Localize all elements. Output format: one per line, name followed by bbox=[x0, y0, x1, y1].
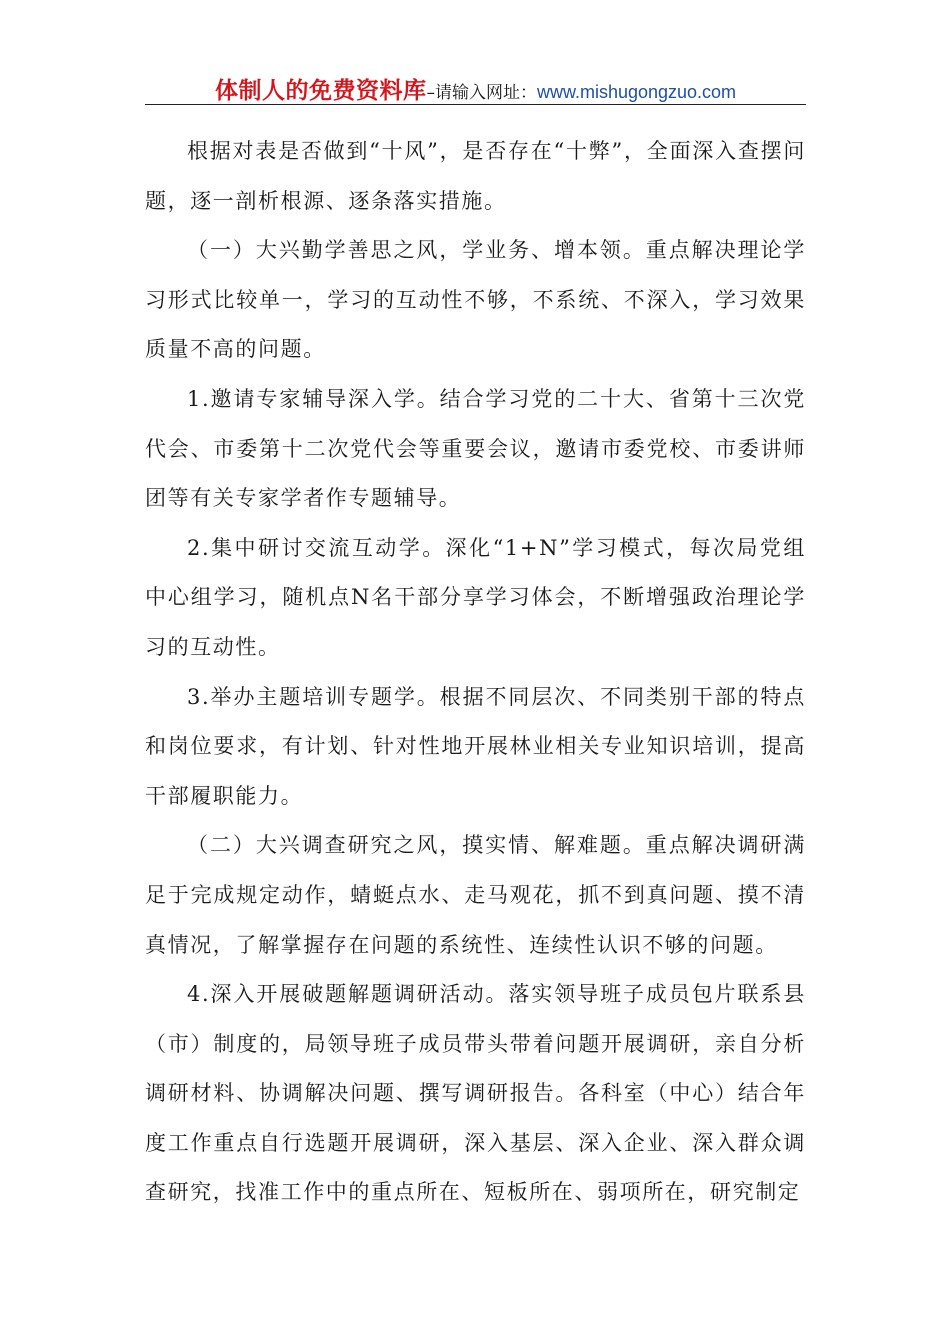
paragraph-item-4: 4.深入开展破题解题调研活动。落实领导班子成员包片联系县（市）制度的，局领导班子成员带头带着问题开展调研，亲自分析调研材料、协调解决问题、撰写调研报告。各科室（中心）结合年度工作重点自行选题开展调研，深入基层、深入企业、深入群众调查研究，找准工作中的重点所在、短板所在、弱项所在，研究制定 bbox=[145, 982, 806, 1205]
header-brand: 体制人的免费资料库 bbox=[214, 78, 427, 104]
paragraph-item-1: 1.邀请专家辅导深入学。结合学习党的二十大、省第十三次党代会、市委第十二次党代会等重要会议，邀请市委党校、市委讲师团等有关专家学者作专题辅导。 bbox=[145, 386, 806, 511]
document-body bbox=[145, 127, 806, 1218]
paragraph-section-2-heading: （二）大兴调查研究之风，摸实情、解难题。重点解决调研满足于完成规定动作，蜻蜓点水、走马观花，抓不到真问题、摸不清真情况，了解掌握存在问题的系统性、连续性认识不够的问题。 bbox=[145, 833, 806, 957]
paragraph-item-2: 2.集中研讨交流互动学。深化“1+N”学习模式，每次局党组中心组学习，随机点N名干部分享学习体会，不断增强政治理论学习的互动性。 bbox=[145, 535, 806, 659]
paragraph-intro: 根据对表是否做到“十风”，是否存在“十弊”，全面深入查摆问题，逐一剖析根源、逐条落实措施。 bbox=[145, 139, 806, 213]
header-prompt: –请输入网址： bbox=[426, 83, 537, 103]
paragraph-item-3: 3.举办主题培训专题学。根据不同层次、不同类别干部的特点和岗位要求，有计划、针对性地开展林业相关专业知识培训，提高干部履职能力。 bbox=[145, 684, 806, 808]
header-url-link[interactable]: www.mishugongzuo.com bbox=[536, 82, 737, 102]
paragraph-section-1-heading: （一）大兴勤学善思之风，学业务、增本领。重点解决理论学习形式比较单一，学习的互动性不够，不系统、不深入，学习效果质量不高的问题。 bbox=[145, 238, 806, 362]
page-header bbox=[145, 72, 806, 105]
